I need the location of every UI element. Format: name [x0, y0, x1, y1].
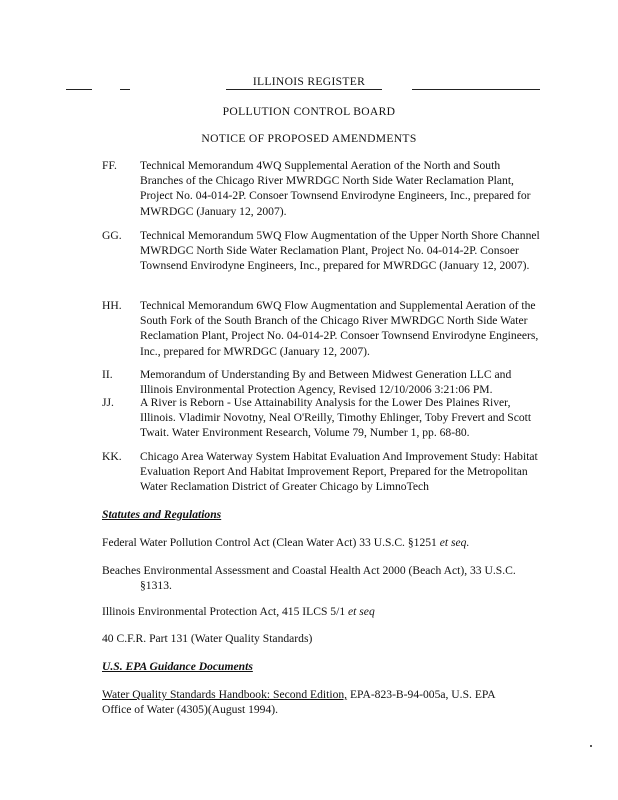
reference-item-kk — [102, 449, 542, 495]
board-title: POLLUTION CONTROL BOARD — [222, 105, 396, 118]
register-title: ILLINOIS REGISTER — [252, 75, 366, 88]
reference-item-ii — [102, 367, 542, 397]
item-label: JJ. — [102, 396, 114, 409]
statute-entry: Federal Water Pollution Control Act (Clean Water Act) 33 U.S.C. §1251 et seq. — [102, 536, 470, 549]
statute-entry: Illinois Environmental Protection Act, 415 ILCS 5/1 et seq — [102, 605, 375, 618]
item-text: Chicago Area Waterway System Habitat Evaluation And Improvement Study: Habitat Evaluation Report And Habitat Improvement Report, Prepared for the Metropolitan Water Reclamation District of Greater Chicago by LimnoTech — [140, 450, 538, 494]
notice-title: NOTICE OF PROPOSED AMENDMENTS — [201, 132, 417, 145]
item-text: Memorandum of Understanding By and Between Midwest Generation LLC and Illinois Environmental Protection Agency, Revised 12/10/2006 3:21:06 PM. — [140, 368, 512, 397]
item-text: A River is Reborn - Use Attainability Analysis for the Lower Des Plaines River, Illinois. Vladimir Novotny, Neal O'Reilly, Timothy Ehlinger, Toby Frevert and Scott Twait. Water Environment Research, Volume 79, Number 1, pp. 68-80. — [140, 396, 532, 440]
item-text: Technical Memorandum 5WQ Flow Augmentation of the Upper North Shore Channel MWRDGC North Side Water Reclamation Plant, Project No. 04-014-2P. Consoer Townsend Envirodyne Engineers, Inc., prepared for MWRDGC (January 12, 2007). — [140, 229, 540, 273]
reference-item-ff — [102, 158, 542, 219]
item-label: KK. — [102, 450, 122, 463]
statutes-heading: Statutes and Regulations — [102, 508, 222, 521]
item-text: Technical Memorandum 4WQ Supplemental Aeration of the North and South Branches of the Chicago River MWRDGC North Side Water Reclamation Plant, Project No. 04-014-2P. Consoer Townsend Envirodyne Engineers, Inc., prepared for MWRDGC (January 12, 2007). — [140, 159, 531, 218]
reference-item-gg — [102, 228, 542, 274]
reference-item-hh — [102, 298, 542, 359]
statute-entry: 40 C.F.R. Part 131 (Water Quality Standards) — [102, 632, 313, 645]
statute-entry: Beaches Environmental Assessment and Coastal Health Act 2000 (Beach Act), 33 U.S.C. §1313. — [102, 564, 516, 593]
guidance-entry: Water Quality Standards Handbook: Second Edition, EPA-823-B-94-005a, U.S. EPA Office of Water (4305)(August 1994). — [102, 688, 496, 717]
guidance-heading: U.S. EPA Guidance Documents — [102, 660, 253, 673]
scan-speck — [590, 745, 592, 747]
item-label: FF. — [102, 159, 117, 172]
reference-item-jj — [102, 395, 542, 441]
item-label: GG. — [102, 229, 122, 242]
item-label: II. — [102, 368, 113, 381]
item-text: Technical Memorandum 6WQ Flow Augmentation and Supplemental Aeration of the South Fork of the South Branch of the Chicago River MWRDGC North Side Water Reclamation Plant, Project No. 04-014-2P. Consoer Townsend Envirodyne Engineers, Inc., prepared for MWRDGC (January 12, 2007). — [140, 299, 539, 358]
item-label: HH. — [102, 299, 122, 312]
guidance-doc-title: Water Quality Standards Handbook: Second Edition, — [102, 688, 348, 701]
